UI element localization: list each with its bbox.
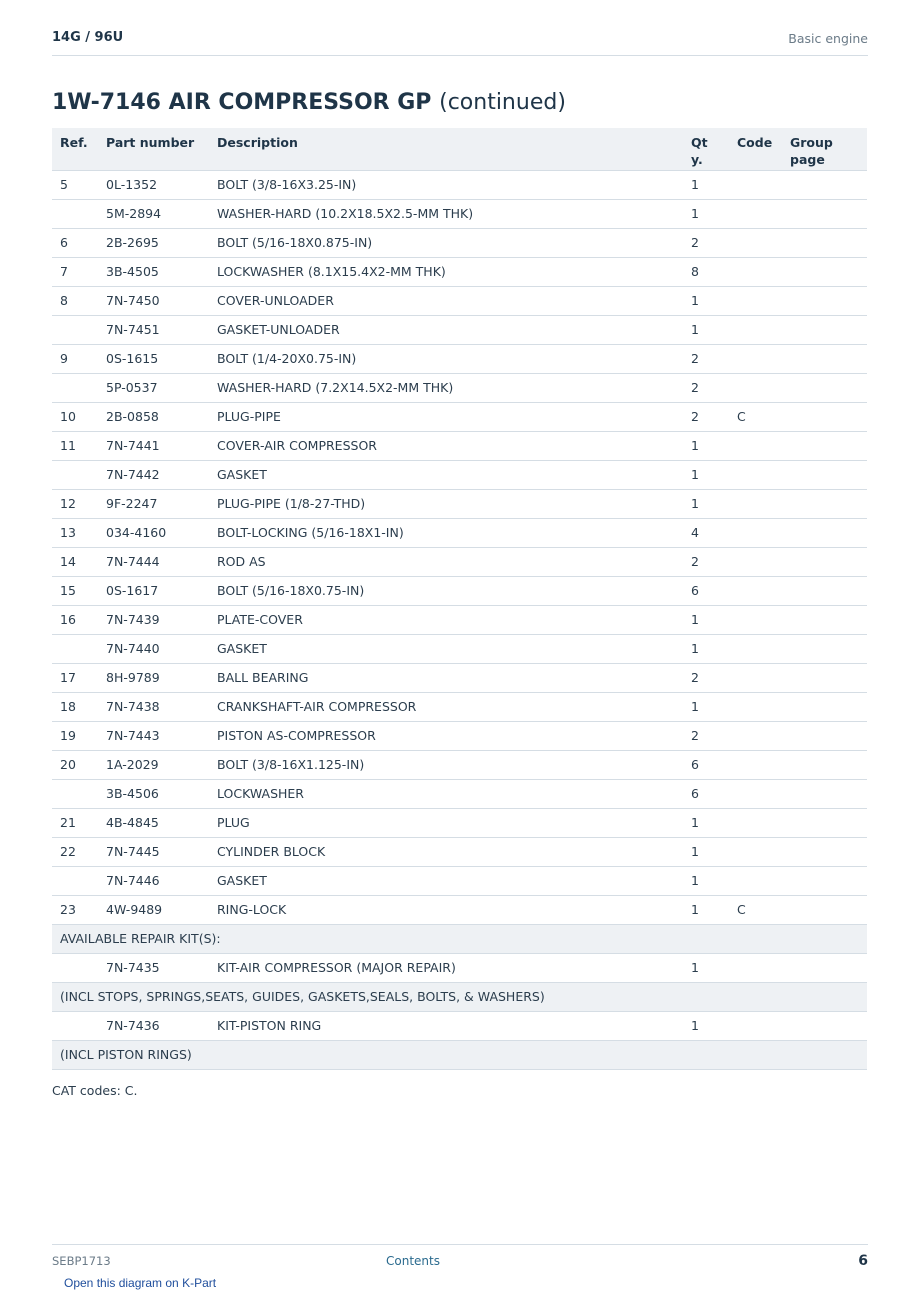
description-cell: GASKET	[209, 634, 683, 663]
part-number-cell: 9F-2247	[98, 489, 209, 518]
description-cell: PLUG-PIPE	[209, 402, 683, 431]
repair-kit-note-row	[52, 1040, 867, 1069]
description-cell: CRANKSHAFT-AIR COMPRESSOR	[209, 692, 683, 721]
table-row	[52, 547, 867, 576]
group-page-cell	[782, 663, 867, 692]
table-row	[52, 489, 867, 518]
repair-kit-row	[52, 1011, 867, 1040]
ref-cell: 10	[52, 402, 98, 431]
code-cell	[729, 431, 782, 460]
page-title	[52, 90, 566, 115]
ref-cell: 7	[52, 257, 98, 286]
section-label: Basic engine	[788, 31, 868, 46]
parts-table	[52, 128, 867, 1070]
ref-cell: 23	[52, 895, 98, 924]
ref-cell	[52, 199, 98, 228]
document-id: SEBP1713	[52, 1254, 111, 1268]
ref-cell: 21	[52, 808, 98, 837]
qty-cell: 2	[683, 228, 729, 257]
group-page-cell	[782, 489, 867, 518]
table-row	[52, 402, 867, 431]
description-cell: RING-LOCK	[209, 895, 683, 924]
part-number-cell: 7N-7445	[98, 837, 209, 866]
table-row	[52, 837, 867, 866]
part-number-cell: 0S-1617	[98, 576, 209, 605]
repair-kit-note: (INCL STOPS, SPRINGS,SEATS, GUIDES, GASKETS,SEALS, BOLTS, & WASHERS)	[52, 982, 867, 1011]
repair-kit-note-row	[52, 982, 867, 1011]
group-page-cell	[782, 866, 867, 895]
ref-cell: 12	[52, 489, 98, 518]
description-cell: BOLT-LOCKING (5/16-18X1-IN)	[209, 518, 683, 547]
description-cell: BOLT (1/4-20X0.75-IN)	[209, 344, 683, 373]
description-cell: CYLINDER BLOCK	[209, 837, 683, 866]
page-number: 6	[858, 1253, 868, 1269]
part-number-cell: 0S-1615	[98, 344, 209, 373]
part-number-cell: 034-4160	[98, 518, 209, 547]
qty-cell: 2	[683, 373, 729, 402]
code-cell	[729, 547, 782, 576]
repair-kit-note: (INCL PISTON RINGS)	[52, 1040, 867, 1069]
ref-cell: 14	[52, 547, 98, 576]
table-row	[52, 170, 867, 199]
table-row	[52, 286, 867, 315]
code-cell	[729, 692, 782, 721]
table-row	[52, 895, 867, 924]
table-row	[52, 634, 867, 663]
group-page-cell	[782, 286, 867, 315]
code-cell	[729, 605, 782, 634]
model-label: 14G / 96U	[52, 30, 124, 45]
group-page-cell	[782, 953, 867, 982]
group-page-cell	[782, 228, 867, 257]
part-number-cell: 7N-7451	[98, 315, 209, 344]
group-page-cell	[782, 808, 867, 837]
description-cell: ROD AS	[209, 547, 683, 576]
code-cell	[729, 576, 782, 605]
group-page-cell	[782, 634, 867, 663]
qty-cell: 6	[683, 750, 729, 779]
group-page-cell	[782, 547, 867, 576]
description-cell: WASHER-HARD (10.2X18.5X2.5-MM THK)	[209, 199, 683, 228]
code-cell	[729, 344, 782, 373]
ref-cell: 11	[52, 431, 98, 460]
repair-kits-heading: AVAILABLE REPAIR KIT(S):	[52, 924, 867, 953]
qty-cell: 1	[683, 315, 729, 344]
qty-cell: 1	[683, 605, 729, 634]
description-cell: GASKET	[209, 460, 683, 489]
group-page-cell	[782, 315, 867, 344]
qty-cell: 1	[683, 286, 729, 315]
code-cell	[729, 1011, 782, 1040]
parts-table-body	[52, 170, 867, 1069]
description-cell: PISTON AS-COMPRESSOR	[209, 721, 683, 750]
part-number-cell: 7N-7443	[98, 721, 209, 750]
description-cell: LOCKWASHER	[209, 779, 683, 808]
part-number-cell: 7N-7450	[98, 286, 209, 315]
ref-cell	[52, 1011, 98, 1040]
qty-cell: 6	[683, 779, 729, 808]
part-number-cell: 7N-7442	[98, 460, 209, 489]
col-header-code: Code	[729, 128, 782, 170]
title-main: 1W-7146 AIR COMPRESSOR GP	[52, 90, 432, 115]
description-cell: BALL BEARING	[209, 663, 683, 692]
qty-cell: 2	[683, 663, 729, 692]
part-number-cell: 7N-7446	[98, 866, 209, 895]
part-number-cell: 5M-2894	[98, 199, 209, 228]
table-header-row	[52, 128, 867, 170]
part-number-cell: 2B-0858	[98, 402, 209, 431]
code-cell	[729, 779, 782, 808]
ref-cell	[52, 315, 98, 344]
ref-cell: 18	[52, 692, 98, 721]
repair-kits-heading-row	[52, 924, 867, 953]
qty-cell: 1	[683, 199, 729, 228]
table-row	[52, 257, 867, 286]
description-cell: WASHER-HARD (7.2X14.5X2-MM THK)	[209, 373, 683, 402]
table-row	[52, 866, 867, 895]
part-number-cell: 7N-7438	[98, 692, 209, 721]
kpart-link[interactable]: Open this diagram on K-Part	[64, 1276, 217, 1290]
contents-link[interactable]: Contents	[386, 1254, 440, 1268]
group-page-cell	[782, 605, 867, 634]
part-number-cell: 7N-7439	[98, 605, 209, 634]
code-cell	[729, 257, 782, 286]
qty-cell: 1	[683, 1011, 729, 1040]
table-row	[52, 576, 867, 605]
group-page-cell	[782, 779, 867, 808]
part-number-cell: 3B-4505	[98, 257, 209, 286]
part-number-cell: 7N-7441	[98, 431, 209, 460]
part-number-cell: 7N-7435	[98, 953, 209, 982]
group-page-cell	[782, 518, 867, 547]
col-header-part-number: Part number	[98, 128, 209, 170]
qty-cell: 4	[683, 518, 729, 547]
part-number-cell: 1A-2029	[98, 750, 209, 779]
code-cell	[729, 518, 782, 547]
qty-cell: 1	[683, 692, 729, 721]
repair-kit-row	[52, 953, 867, 982]
part-number-cell: 5P-0537	[98, 373, 209, 402]
description-cell: BOLT (5/16-18X0.875-IN)	[209, 228, 683, 257]
ref-cell: 6	[52, 228, 98, 257]
table-row	[52, 373, 867, 402]
group-page-cell	[782, 460, 867, 489]
cat-codes-note: CAT codes: C.	[52, 1083, 138, 1098]
table-row	[52, 808, 867, 837]
code-cell	[729, 663, 782, 692]
ref-cell	[52, 866, 98, 895]
code-cell	[729, 634, 782, 663]
qty-cell: 2	[683, 547, 729, 576]
page-header	[52, 28, 868, 56]
col-header-qty: Qty.	[683, 128, 729, 170]
group-page-cell	[782, 344, 867, 373]
ref-cell: 8	[52, 286, 98, 315]
ref-cell: 13	[52, 518, 98, 547]
qty-cell: 1	[683, 895, 729, 924]
description-cell: COVER-AIR COMPRESSOR	[209, 431, 683, 460]
qty-cell: 2	[683, 402, 729, 431]
ref-cell	[52, 953, 98, 982]
page-footer	[52, 1244, 868, 1275]
description-cell: KIT-PISTON RING	[209, 1011, 683, 1040]
group-page-cell	[782, 373, 867, 402]
group-page-cell	[782, 576, 867, 605]
table-row	[52, 779, 867, 808]
ref-cell: 9	[52, 344, 98, 373]
part-number-cell: 7N-7440	[98, 634, 209, 663]
code-cell	[729, 228, 782, 257]
qty-cell: 8	[683, 257, 729, 286]
part-number-cell: 3B-4506	[98, 779, 209, 808]
qty-cell: 1	[683, 837, 729, 866]
table-row	[52, 315, 867, 344]
code-cell	[729, 460, 782, 489]
col-header-group-page: Group page	[782, 128, 867, 170]
ref-cell	[52, 779, 98, 808]
qty-cell: 1	[683, 170, 729, 199]
ref-cell: 16	[52, 605, 98, 634]
group-page-cell	[782, 402, 867, 431]
code-cell	[729, 286, 782, 315]
code-cell: C	[729, 402, 782, 431]
code-cell	[729, 837, 782, 866]
group-page-cell	[782, 257, 867, 286]
part-number-cell: 4B-4845	[98, 808, 209, 837]
part-number-cell: 7N-7436	[98, 1011, 209, 1040]
ref-cell: 17	[52, 663, 98, 692]
part-number-cell: 4W-9489	[98, 895, 209, 924]
group-page-cell	[782, 199, 867, 228]
part-number-cell: 8H-9789	[98, 663, 209, 692]
code-cell	[729, 750, 782, 779]
ref-cell: 19	[52, 721, 98, 750]
description-cell: PLUG	[209, 808, 683, 837]
code-cell	[729, 721, 782, 750]
code-cell	[729, 170, 782, 199]
qty-cell: 1	[683, 431, 729, 460]
col-header-description: Description	[209, 128, 683, 170]
table-row	[52, 228, 867, 257]
qty-cell: 1	[683, 634, 729, 663]
description-cell: GASKET-UNLOADER	[209, 315, 683, 344]
table-row	[52, 518, 867, 547]
col-header-ref: Ref.	[52, 128, 98, 170]
table-row	[52, 199, 867, 228]
table-row	[52, 663, 867, 692]
title-suffix: (continued)	[439, 90, 566, 115]
group-page-cell	[782, 750, 867, 779]
ref-cell: 20	[52, 750, 98, 779]
group-page-cell	[782, 721, 867, 750]
code-cell	[729, 808, 782, 837]
description-cell: BOLT (5/16-18X0.75-IN)	[209, 576, 683, 605]
ref-cell: 5	[52, 170, 98, 199]
ref-cell	[52, 373, 98, 402]
code-cell	[729, 373, 782, 402]
qty-cell: 2	[683, 721, 729, 750]
code-cell	[729, 866, 782, 895]
qty-cell: 1	[683, 460, 729, 489]
ref-cell: 15	[52, 576, 98, 605]
qty-cell: 1	[683, 489, 729, 518]
table-row	[52, 344, 867, 373]
code-cell	[729, 199, 782, 228]
description-cell: LOCKWASHER (8.1X15.4X2-MM THK)	[209, 257, 683, 286]
qty-cell: 1	[683, 808, 729, 837]
group-page-cell	[782, 837, 867, 866]
qty-cell: 1	[683, 953, 729, 982]
ref-cell	[52, 460, 98, 489]
table-row	[52, 692, 867, 721]
ref-cell: 22	[52, 837, 98, 866]
table-row	[52, 431, 867, 460]
description-cell: BOLT (3/8-16X1.125-IN)	[209, 750, 683, 779]
code-cell	[729, 315, 782, 344]
table-row	[52, 605, 867, 634]
qty-cell: 2	[683, 344, 729, 373]
table-row	[52, 750, 867, 779]
description-cell: KIT-AIR COMPRESSOR (MAJOR REPAIR)	[209, 953, 683, 982]
group-page-cell	[782, 692, 867, 721]
code-cell	[729, 489, 782, 518]
group-page-cell	[782, 1011, 867, 1040]
group-page-cell	[782, 431, 867, 460]
description-cell: BOLT (3/8-16X3.25-IN)	[209, 170, 683, 199]
description-cell: GASKET	[209, 866, 683, 895]
ref-cell	[52, 634, 98, 663]
table-row	[52, 721, 867, 750]
description-cell: PLATE-COVER	[209, 605, 683, 634]
description-cell: COVER-UNLOADER	[209, 286, 683, 315]
group-page-cell	[782, 170, 867, 199]
group-page-cell	[782, 895, 867, 924]
qty-cell: 1	[683, 866, 729, 895]
description-cell: PLUG-PIPE (1/8-27-THD)	[209, 489, 683, 518]
qty-cell: 6	[683, 576, 729, 605]
part-number-cell: 2B-2695	[98, 228, 209, 257]
code-cell	[729, 953, 782, 982]
part-number-cell: 0L-1352	[98, 170, 209, 199]
code-cell: C	[729, 895, 782, 924]
part-number-cell: 7N-7444	[98, 547, 209, 576]
table-row	[52, 460, 867, 489]
